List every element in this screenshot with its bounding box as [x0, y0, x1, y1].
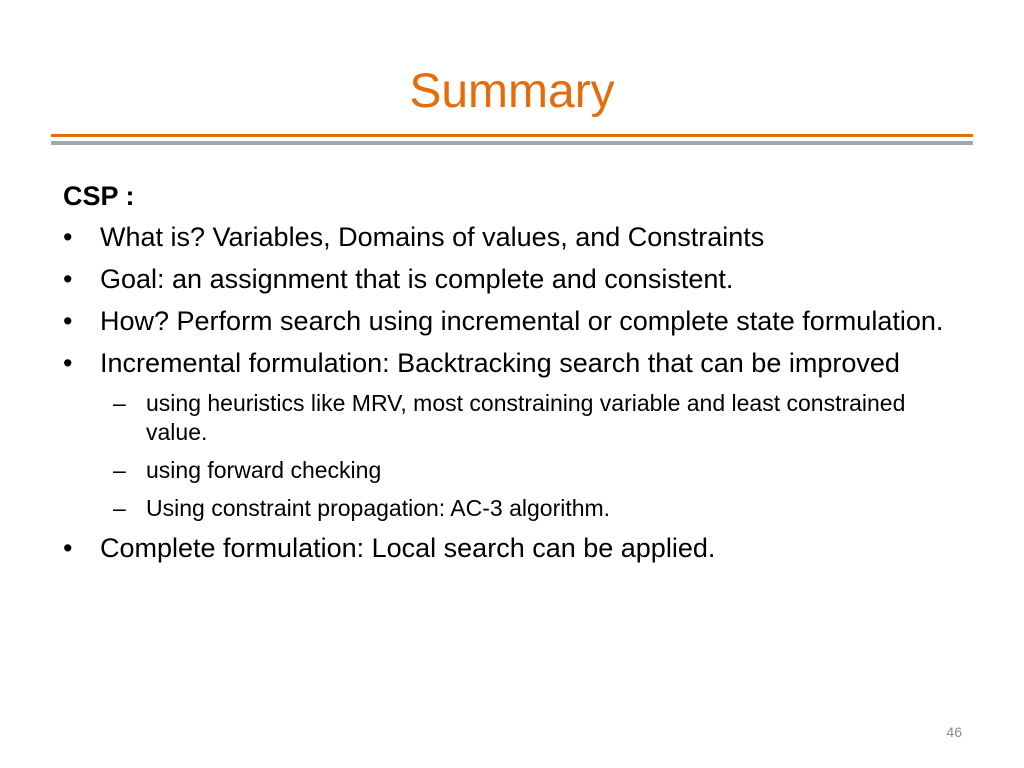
slide-title: Summary: [409, 65, 615, 118]
dash-icon: –: [113, 457, 126, 483]
sub-bullet-item: [63, 494, 963, 523]
bullet-icon: •: [63, 222, 73, 252]
title-divider-gray: [51, 141, 973, 145]
bullet-icon: •: [63, 264, 73, 294]
body-heading: CSP :: [63, 181, 135, 211]
bullet-item: [63, 347, 963, 380]
bullet-item: [63, 305, 963, 338]
bullet-text: Incremental formulation: Backtracking search that can be improved: [100, 348, 900, 378]
slide-body: [63, 180, 963, 574]
title-divider-orange: [51, 134, 973, 137]
sub-bullet-item: [63, 456, 963, 485]
page-number: 46: [946, 724, 962, 740]
dash-icon: –: [113, 495, 126, 521]
sub-bullet-text: using forward checking: [146, 457, 382, 483]
sub-bullet-item: [63, 389, 963, 447]
sub-bullet-text: using heuristics like MRV, most constraining variable and least constrained value.: [146, 390, 906, 445]
bullet-icon: •: [63, 533, 73, 563]
bullet-text: How? Perform search using incremental or complete state formulation.: [100, 306, 944, 336]
bullet-item: [63, 263, 963, 296]
bullet-item: [63, 532, 963, 565]
bullet-item: [63, 221, 963, 254]
bullet-text: Goal: an assignment that is complete and consistent.: [100, 264, 734, 294]
sub-bullet-text: Using constraint propagation: AC-3 algorithm.: [146, 495, 611, 521]
bullet-icon: •: [63, 306, 73, 336]
bullet-icon: •: [63, 348, 73, 378]
bullet-text: Complete formulation: Local search can be applied.: [100, 533, 716, 563]
bullet-text: What is? Variables, Domains of values, and Constraints: [100, 222, 765, 252]
dash-icon: –: [113, 390, 126, 416]
